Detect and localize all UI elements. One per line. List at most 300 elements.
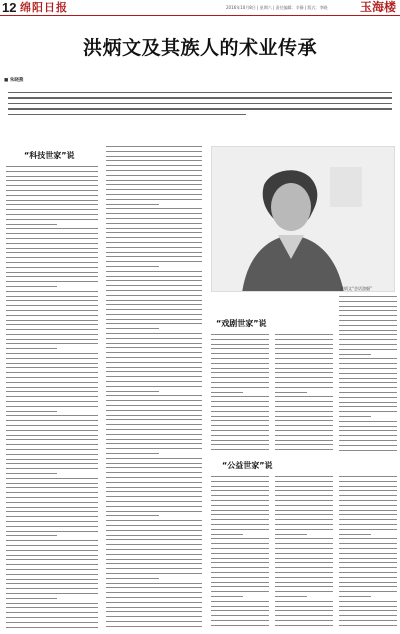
text-line <box>106 544 202 545</box>
text-line <box>211 486 269 487</box>
text-line <box>6 507 98 508</box>
text-line <box>339 310 397 311</box>
text-line <box>211 572 269 573</box>
text-line <box>211 363 269 364</box>
text-line <box>339 582 397 583</box>
text-line <box>211 348 269 349</box>
text-line <box>106 232 202 233</box>
text-line <box>6 478 98 479</box>
text-line <box>211 596 243 597</box>
text-line <box>275 505 333 506</box>
text-line <box>106 592 202 593</box>
text-line <box>275 382 333 383</box>
text-line <box>6 286 57 287</box>
text-line <box>106 304 202 305</box>
text-line <box>106 467 202 468</box>
text-line <box>106 247 202 248</box>
text-line <box>211 344 269 345</box>
text-line <box>6 617 98 618</box>
text-line <box>275 500 333 501</box>
text-line <box>6 411 57 412</box>
text-line <box>275 401 333 402</box>
text-line <box>6 526 98 527</box>
text-line <box>6 598 57 599</box>
text-line <box>6 406 98 407</box>
text-line <box>106 371 202 372</box>
text-line <box>339 553 397 554</box>
text-line <box>211 510 269 511</box>
text-line <box>106 194 202 195</box>
text-line <box>106 184 202 185</box>
text-line <box>339 505 397 506</box>
text-line <box>106 338 202 339</box>
text-line <box>339 306 397 307</box>
text-line <box>6 372 98 373</box>
text-line <box>106 573 202 574</box>
text-line <box>211 615 269 616</box>
text-line <box>339 450 397 451</box>
text-line <box>211 514 269 515</box>
text-line <box>6 574 98 575</box>
text-line <box>6 329 98 330</box>
text-line <box>106 515 159 516</box>
text-line <box>275 615 333 616</box>
text-line <box>211 553 269 554</box>
text-line <box>106 271 202 272</box>
text-line <box>339 529 397 530</box>
text-line <box>106 400 202 401</box>
text-line <box>106 252 202 253</box>
text-line <box>339 397 397 398</box>
text-line <box>211 610 269 611</box>
text-line <box>6 622 98 623</box>
text-line <box>106 160 202 161</box>
text-line <box>211 435 269 436</box>
text-line <box>339 610 397 611</box>
text-line <box>106 491 202 492</box>
text-line <box>6 487 98 488</box>
text-line <box>339 490 397 491</box>
text-line <box>339 572 397 573</box>
text-line <box>275 334 333 335</box>
body-column-7 <box>275 476 333 632</box>
text-line <box>6 583 98 584</box>
text-line <box>339 392 397 393</box>
text-line <box>339 440 397 441</box>
text-line <box>211 567 269 568</box>
text-line <box>339 534 371 535</box>
text-line <box>339 543 397 544</box>
text-line <box>106 563 202 564</box>
text-line <box>275 529 333 530</box>
text-line <box>6 401 98 402</box>
text-line <box>211 382 269 383</box>
text-line <box>6 449 98 450</box>
text-line <box>106 554 202 555</box>
text-line <box>106 165 202 166</box>
text-line <box>6 497 98 498</box>
text-line <box>6 603 98 604</box>
text-line <box>211 519 269 520</box>
text-line <box>339 339 397 340</box>
body-column-5 <box>339 296 397 456</box>
body-column-4 <box>275 334 333 456</box>
text-line <box>339 406 397 407</box>
text-line <box>106 487 202 488</box>
text-line <box>106 578 159 579</box>
text-line <box>339 296 397 297</box>
text-line <box>106 559 202 560</box>
text-line <box>275 591 333 592</box>
text-line <box>275 406 333 407</box>
text-line <box>6 521 98 522</box>
text-line <box>339 402 397 403</box>
text-line <box>106 333 202 334</box>
subhead-tech: “科技世家”说 <box>24 151 75 160</box>
text-line <box>106 223 202 224</box>
text-line <box>275 392 307 393</box>
text-line <box>106 280 202 281</box>
text-line <box>211 368 269 369</box>
text-line <box>6 343 98 344</box>
text-line <box>106 352 202 353</box>
text-line <box>211 440 269 441</box>
lead-paragraph <box>8 92 392 132</box>
text-line <box>6 444 98 445</box>
text-line <box>275 387 333 388</box>
text-line <box>275 596 307 597</box>
text-line <box>6 224 57 225</box>
text-line <box>339 500 397 501</box>
text-line <box>106 496 202 497</box>
text-line <box>275 425 333 426</box>
text-line <box>106 386 202 387</box>
text-line <box>275 416 333 417</box>
text-line <box>6 305 98 306</box>
text-line <box>6 535 57 536</box>
text-line <box>106 448 202 449</box>
text-line <box>339 596 371 597</box>
text-line <box>106 362 202 363</box>
text-line <box>275 358 333 359</box>
text-line <box>6 540 98 541</box>
text-line <box>211 444 269 445</box>
text-line <box>339 358 397 359</box>
text-line <box>275 548 333 549</box>
article-photo <box>211 146 395 292</box>
text-line <box>211 449 269 450</box>
text-line <box>106 429 202 430</box>
text-line <box>339 315 397 316</box>
text-line <box>211 396 269 397</box>
text-line <box>106 381 202 382</box>
text-line <box>6 454 98 455</box>
text-line <box>339 510 397 511</box>
text-line <box>106 357 202 358</box>
text-line <box>6 363 98 364</box>
text-line <box>106 506 202 507</box>
text-line <box>6 233 98 234</box>
text-line <box>339 519 397 520</box>
text-line <box>339 435 397 436</box>
text-line <box>6 377 98 378</box>
text-line <box>211 591 269 592</box>
text-line <box>275 586 333 587</box>
text-line <box>275 420 333 421</box>
text-line <box>106 261 202 262</box>
text-line <box>275 543 333 544</box>
text-line <box>106 525 202 526</box>
text-line <box>6 550 98 551</box>
text-line <box>275 625 333 626</box>
portrait-photo <box>212 147 395 292</box>
text-line <box>275 372 333 373</box>
text-line <box>6 579 98 580</box>
text-line <box>106 458 202 459</box>
text-line <box>275 490 333 491</box>
text-line <box>339 363 397 364</box>
text-line <box>339 387 397 388</box>
text-line <box>339 426 397 427</box>
text-line <box>211 529 269 530</box>
text-line <box>211 505 269 506</box>
text-line <box>106 410 202 411</box>
text-line <box>6 296 98 297</box>
text-line <box>211 500 269 501</box>
text-line <box>6 238 98 239</box>
text-line <box>339 586 397 587</box>
text-line <box>339 562 397 563</box>
text-line <box>339 411 397 412</box>
photo-caption: 洪炳文“会话游艇” <box>340 286 373 291</box>
text-line <box>211 606 269 607</box>
text-line <box>106 237 202 238</box>
text-line <box>275 577 333 578</box>
text-line <box>339 378 397 379</box>
subhead-opera: “戏剧世家”说 <box>216 319 267 328</box>
text-line <box>6 166 98 167</box>
text-line <box>106 175 202 176</box>
text-line <box>6 185 98 186</box>
masthead <box>0 0 400 16</box>
text-line <box>275 495 333 496</box>
text-line <box>6 315 98 316</box>
text-line <box>106 199 202 200</box>
text-line <box>6 310 98 311</box>
text-line <box>211 481 269 482</box>
text-line <box>6 176 98 177</box>
text-line <box>275 553 333 554</box>
text-line <box>6 415 98 416</box>
text-line <box>275 601 333 602</box>
text-line <box>106 463 202 464</box>
text-line <box>6 276 98 277</box>
text-line <box>106 309 202 310</box>
text-line <box>106 501 202 502</box>
text-line <box>275 411 333 412</box>
text-line <box>106 530 202 531</box>
subhead-welfare: “公益世家”说 <box>222 461 273 470</box>
text-line <box>6 387 98 388</box>
text-line <box>106 256 202 257</box>
text-line <box>275 430 333 431</box>
text-line <box>106 439 202 440</box>
text-line <box>106 472 202 473</box>
text-line <box>106 146 202 147</box>
text-line <box>275 534 307 535</box>
text-line <box>6 569 98 570</box>
text-line <box>106 587 202 588</box>
text-line <box>6 257 98 258</box>
text-line <box>106 391 159 392</box>
text-line <box>339 601 397 602</box>
text-line <box>339 524 397 525</box>
text-line <box>6 348 57 349</box>
text-line <box>106 549 202 550</box>
text-line <box>6 200 98 201</box>
text-line <box>106 535 202 536</box>
text-line <box>275 486 333 487</box>
text-line <box>6 195 98 196</box>
text-line <box>6 291 98 292</box>
text-line <box>106 453 159 454</box>
text-line <box>275 610 333 611</box>
text-line <box>339 334 397 335</box>
text-line <box>211 534 243 535</box>
text-line <box>275 396 333 397</box>
text-line <box>211 406 269 407</box>
text-line <box>106 568 202 569</box>
text-line <box>106 276 202 277</box>
text-line <box>275 481 333 482</box>
text-line <box>211 495 269 496</box>
text-line <box>339 301 397 302</box>
body-column-2 <box>106 146 202 632</box>
text-line <box>211 358 269 359</box>
text-line <box>106 156 202 157</box>
text-line <box>6 382 98 383</box>
text-line <box>339 382 397 383</box>
text-line <box>339 558 397 559</box>
text-line <box>106 602 202 603</box>
text-line <box>339 625 397 626</box>
text-line <box>106 323 202 324</box>
text-line <box>106 204 159 205</box>
text-line <box>211 586 269 587</box>
text-line <box>211 548 269 549</box>
text-line <box>106 328 159 329</box>
text-line <box>339 476 397 477</box>
text-line <box>106 343 202 344</box>
text-line <box>339 330 397 331</box>
text-line <box>275 572 333 573</box>
text-line <box>106 597 202 598</box>
text-line <box>275 444 333 445</box>
text-line <box>106 295 202 296</box>
text-line <box>211 601 269 602</box>
text-line <box>6 439 98 440</box>
text-line <box>106 395 202 396</box>
text-line <box>339 354 371 355</box>
text-line <box>211 625 269 626</box>
text-line <box>106 419 202 420</box>
body-column-6 <box>211 476 269 632</box>
text-line <box>106 266 159 267</box>
text-line <box>106 290 202 291</box>
text-line <box>6 612 98 613</box>
text-line <box>6 516 98 517</box>
text-line <box>275 435 333 436</box>
text-line <box>6 320 98 321</box>
text-line <box>106 616 202 617</box>
text-line <box>211 387 269 388</box>
text-line <box>6 204 98 205</box>
text-line <box>6 468 98 469</box>
text-line <box>211 411 269 412</box>
text-line <box>106 189 202 190</box>
text-line <box>6 272 98 273</box>
text-line <box>275 348 333 349</box>
text-line <box>6 267 98 268</box>
text-line <box>106 300 202 301</box>
text-line <box>6 555 98 556</box>
body-column-3 <box>211 334 269 456</box>
text-line <box>211 562 269 563</box>
text-line <box>106 415 202 416</box>
text-line <box>339 344 397 345</box>
text-line <box>211 582 269 583</box>
text-line <box>275 510 333 511</box>
text-line <box>106 424 202 425</box>
text-line <box>6 425 98 426</box>
text-line <box>275 339 333 340</box>
text-line <box>106 607 202 608</box>
section-name: 玉海楼 <box>359 0 396 14</box>
text-line <box>106 319 202 320</box>
text-line <box>211 577 269 578</box>
text-line <box>6 171 98 172</box>
text-line <box>6 420 98 421</box>
text-line <box>6 511 98 512</box>
text-line <box>106 180 202 181</box>
text-line <box>339 320 397 321</box>
text-line <box>6 324 98 325</box>
text-line <box>339 416 371 417</box>
text-line <box>211 620 269 621</box>
text-line <box>106 583 202 584</box>
text-line <box>6 559 98 560</box>
text-line <box>275 558 333 559</box>
text-line <box>6 627 98 628</box>
text-line <box>339 577 397 578</box>
text-line <box>211 377 269 378</box>
text-line <box>6 252 98 253</box>
text-line <box>106 477 202 478</box>
text-line <box>6 391 98 392</box>
text-line <box>211 524 269 525</box>
text-line <box>6 473 57 474</box>
text-line <box>211 420 269 421</box>
text-line <box>106 626 202 627</box>
text-line <box>6 459 98 460</box>
text-line <box>106 482 202 483</box>
text-line <box>106 367 202 368</box>
text-line <box>339 495 397 496</box>
text-line <box>6 358 98 359</box>
date-line: 2016年10月8日 | 星期六 | 责任编辑：辛静 | 版式：李晓 <box>226 5 328 10</box>
text-line <box>6 492 98 493</box>
text-line <box>275 353 333 354</box>
